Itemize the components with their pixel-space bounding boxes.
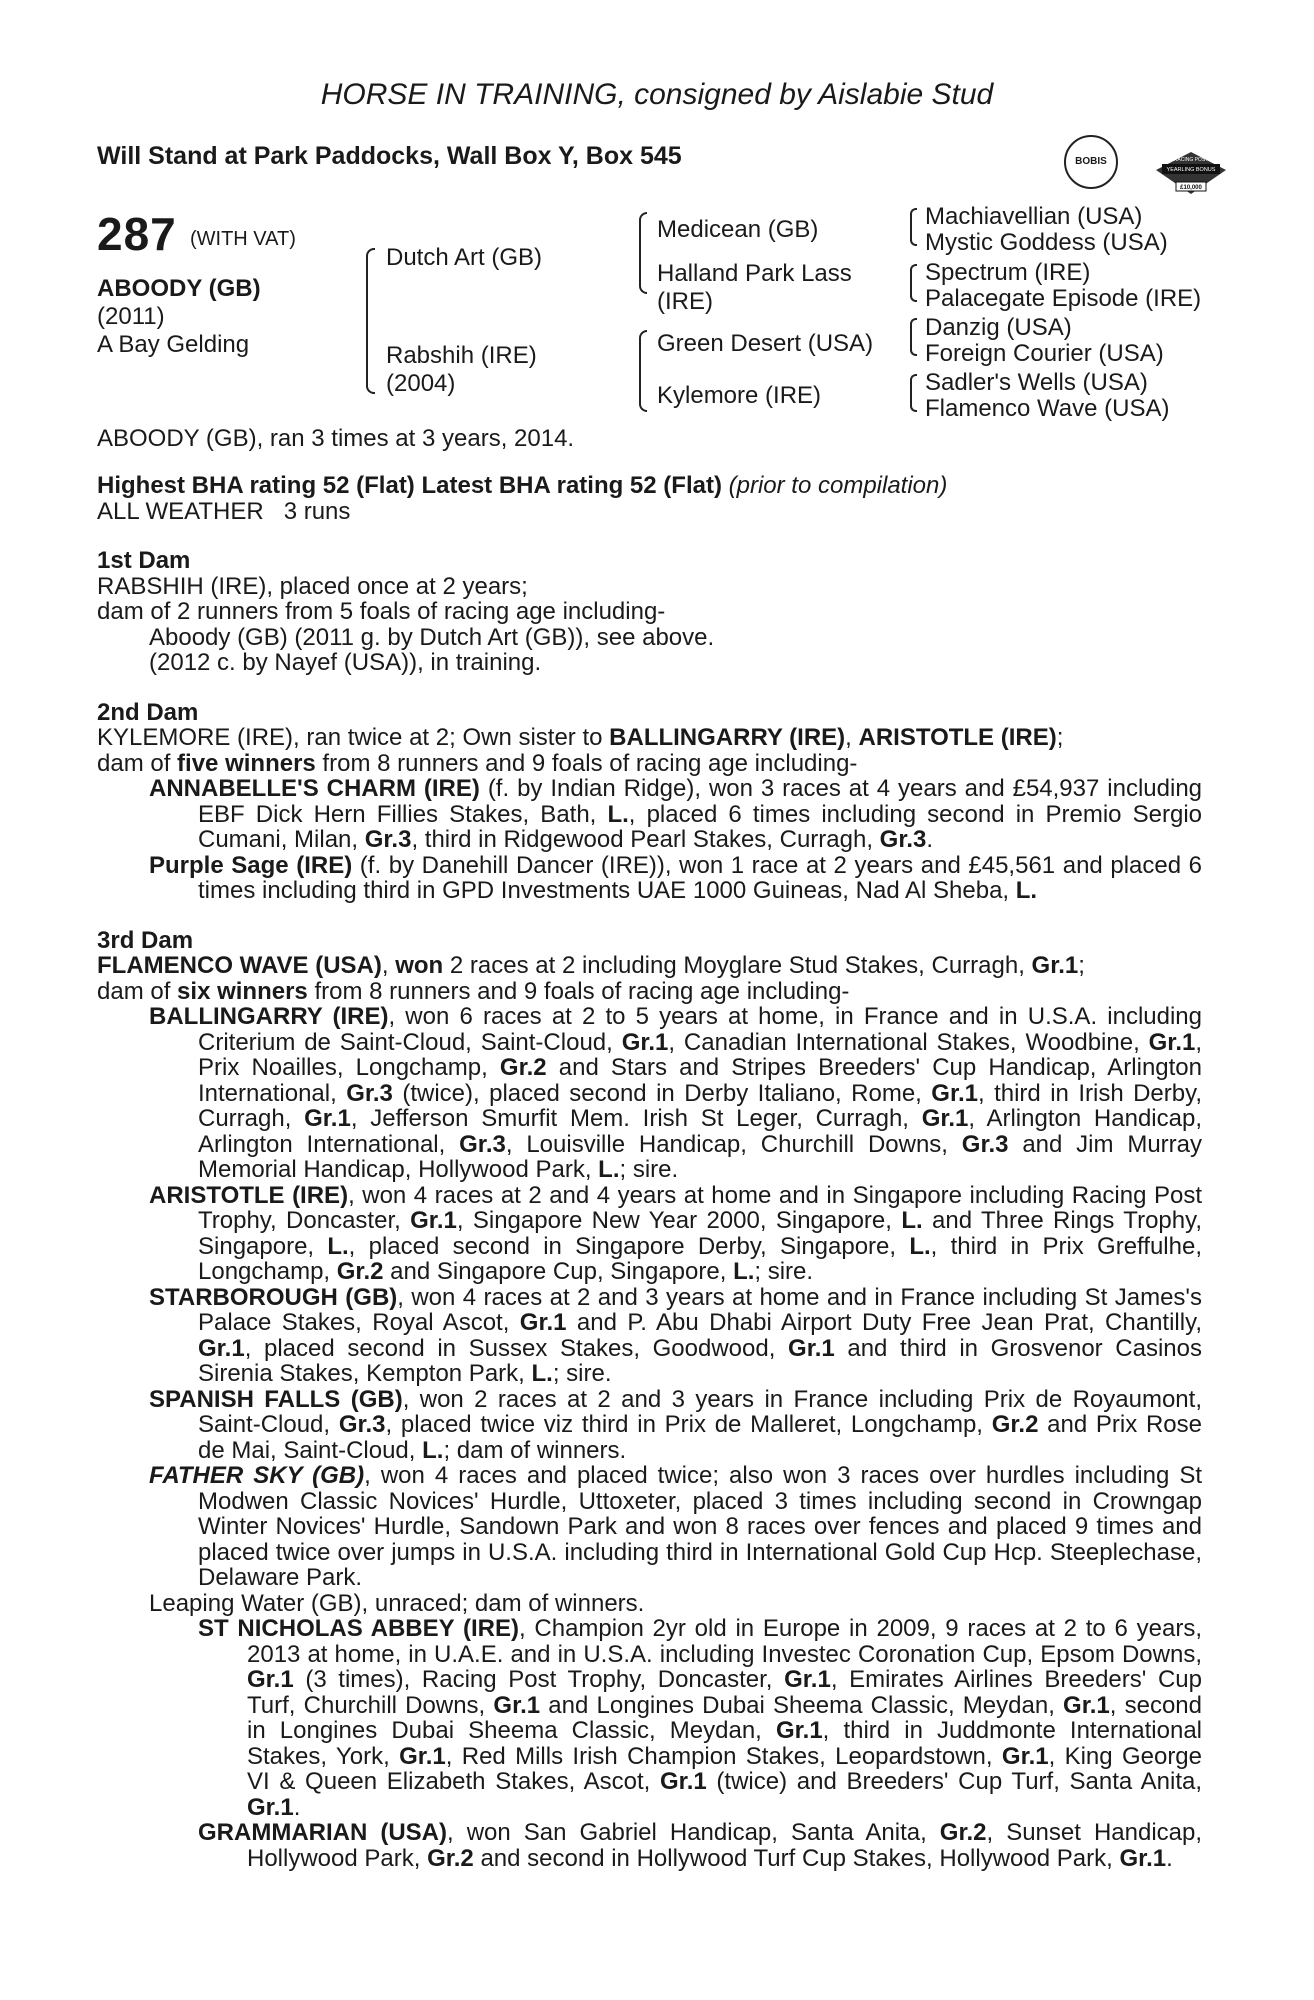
text: (twice), placed second in Derby Italiano, Rome, bbox=[392, 1079, 932, 1107]
grade: Gr.3 bbox=[338, 1411, 386, 1438]
yearling-bonus-badge-icon bbox=[1154, 150, 1228, 196]
winners-count: six winners bbox=[177, 977, 308, 1005]
runner-name: BALLINGARRY (IRE) bbox=[149, 1003, 389, 1030]
runner-father-sky bbox=[97, 1463, 1202, 1591]
dam2-heading: 2nd Dam bbox=[97, 698, 199, 726]
runner-starborough bbox=[97, 1285, 1202, 1387]
dam2-runner-1 bbox=[97, 776, 1202, 853]
dam1-line1: RABSHIH (IRE), placed once at 2 years; bbox=[97, 572, 528, 600]
text: and Singapore Cup, Singapore, bbox=[383, 1258, 734, 1285]
dam2-runner-2 bbox=[97, 853, 1202, 904]
rating-line bbox=[97, 473, 1202, 499]
text: from 8 runners and 9 foals of racing age including- bbox=[315, 749, 858, 777]
runner-spanish-falls bbox=[97, 1387, 1202, 1464]
yearling-bonus-logo bbox=[1154, 150, 1228, 196]
grade: Gr.2 bbox=[991, 1411, 1039, 1438]
grade: Gr.1 bbox=[1119, 1844, 1167, 1872]
pedigree-dam-year: (2004) bbox=[386, 370, 456, 397]
text: . bbox=[1166, 1844, 1173, 1872]
dam1-line3: Aboody (GB) (2011 g. by Dutch Art (GB)), see above. bbox=[149, 623, 715, 651]
text: , won San Gabriel Handicap, Santa Anita, bbox=[447, 1819, 940, 1846]
leaping-water-line: Leaping Water (GB), unraced; dam of winners. bbox=[149, 1589, 645, 1617]
runner-name: Purple Sage (IRE) bbox=[149, 851, 353, 879]
grade: Gr.2 bbox=[939, 1819, 987, 1846]
text: and Prix Rose de Mai, Saint-Cloud, bbox=[198, 1411, 1203, 1464]
grade: L. bbox=[901, 1207, 923, 1234]
text: , Canadian International Stakes, Woodbine, bbox=[668, 1028, 1149, 1056]
text: , bbox=[381, 952, 396, 979]
horse-name: BALLINGARRY (IRE) bbox=[609, 724, 846, 751]
grade: Gr.1 bbox=[198, 1334, 245, 1362]
pedigree-bracket-3c bbox=[910, 318, 917, 356]
text: ; sire. bbox=[552, 1360, 612, 1387]
text: and P. Abu Dhabi Airport Duty Free Jean Prat, Chantilly, bbox=[566, 1309, 1202, 1336]
grade: L. bbox=[327, 1232, 349, 1260]
runner-name: ANNABELLE'S CHARM (IRE) bbox=[149, 775, 480, 802]
badge-bot-text: £10,000 bbox=[1180, 185, 1202, 191]
grade: Gr.3 bbox=[364, 826, 412, 853]
grade: Gr.1 bbox=[784, 1666, 831, 1693]
text: (3 times), Racing Post Trophy, Doncaster, bbox=[293, 1666, 785, 1693]
runner-ballingarry bbox=[97, 1004, 1202, 1183]
runner-name: STARBOROUGH (GB) bbox=[149, 1283, 398, 1311]
bobis-logo-text: BOBIS bbox=[1075, 156, 1107, 167]
lot-number: 287 bbox=[97, 208, 177, 260]
runner-name: GRAMMARIAN (USA) bbox=[198, 1819, 447, 1846]
stand-location: Will Stand at Park Paddocks, Wall Box Y, Box 545 bbox=[97, 142, 682, 170]
grade: L. bbox=[531, 1360, 553, 1387]
catalogue-body bbox=[97, 473, 1202, 1871]
pedigree-sd: Halland Park Lass bbox=[657, 260, 852, 287]
runner-name: SPANISH FALLS (GB) bbox=[149, 1385, 403, 1413]
text: 2 races at 2 including Moyglare Stud Stakes, Curragh, bbox=[443, 952, 1032, 979]
dam3-para2 bbox=[97, 979, 1202, 1005]
dam-name: FLAMENCO WAVE (USA) bbox=[97, 952, 382, 979]
grade: Gr.3 bbox=[459, 1130, 506, 1158]
runner-name: ST NICHOLAS ABBEY (IRE) bbox=[198, 1615, 519, 1642]
text: , placed second in Singapore Derby, Singapore, bbox=[348, 1232, 910, 1260]
pedigree-sdd: Palacegate Episode (IRE) bbox=[925, 285, 1202, 312]
text: , Singapore New Year 2000, Singapore, bbox=[456, 1207, 902, 1234]
text: , second in Longines Dubai Sheema Classic, Meydan, bbox=[247, 1691, 1202, 1744]
text: , placed second in Sussex Stakes, Goodwood, bbox=[244, 1334, 789, 1362]
text: and third in Grosvenor Casinos Sirenia Stakes, Kempton Park, bbox=[198, 1334, 1203, 1387]
text: , won 4 races at 2 and 4 years at home and in Singapore including Racing Post Trophy, Doncaster, bbox=[198, 1181, 1202, 1234]
grade: L. bbox=[607, 800, 629, 828]
text: and second in Hollywood Turf Cup Stakes, Hollywood Park, bbox=[473, 1844, 1120, 1872]
pedigree-ss: Medicean (GB) bbox=[657, 216, 819, 243]
pedigree-bracket-2a bbox=[639, 212, 647, 294]
text: ; dam of winners. bbox=[443, 1436, 627, 1464]
dam3-heading: 3rd Dam bbox=[97, 926, 194, 954]
badge-top-text: RACING POST bbox=[1173, 157, 1209, 163]
pedigree-dds: Sadler's Wells (USA) bbox=[925, 369, 1148, 396]
grade: L. bbox=[422, 1436, 444, 1464]
text: , Sunset Handicap, Hollywood Park, bbox=[247, 1819, 1203, 1872]
pedigree-sire: Dutch Art (GB) bbox=[386, 244, 543, 271]
text: , won 6 races at 2 to 5 years at home, in France and in U.S.A. including Criterium de Saint-Cloud, Saint-Cloud, bbox=[198, 1003, 1202, 1056]
text: , Champion 2yr old in Europe in 2009, 9 races at 2 to 6 years, 2013 at home, in U.A.E. and in U.S.A. including Investec Coronation Cup, Epsom Downs, bbox=[247, 1615, 1202, 1668]
grade: Gr.1 bbox=[1031, 952, 1079, 979]
text: (twice) and Breeders' Cup Turf, Santa Anita, bbox=[706, 1768, 1203, 1795]
text: , Louisville Handicap, Churchill Downs, bbox=[505, 1130, 962, 1158]
pedigree-sd-country: (IRE) bbox=[657, 288, 713, 315]
grade: Gr.1 bbox=[621, 1028, 669, 1056]
text: (f. by Indian Ridge), won 3 races at 4 years and £54,937 including EBF Dick Hern Fillies Stakes, Bath, bbox=[198, 775, 1203, 828]
text: , placed twice viz third in Prix de Malleret, Longchamp, bbox=[385, 1411, 992, 1438]
text: (f. by Danehill Dancer (IRE)), won 1 race at 2 years and £45,561 and placed 6 times including third in GPD Investments UAE 1000 Guineas, Nad Al Sheba, bbox=[198, 851, 1203, 904]
text: , third in Ridgewood Pearl Stakes, Curragh, bbox=[411, 826, 880, 853]
text: ; bbox=[1078, 952, 1085, 979]
grade: Gr.1 bbox=[931, 1079, 978, 1107]
text: , King George VI & Queen Elizabeth Stakes, Ascot, bbox=[247, 1742, 1203, 1795]
dam1-line2: dam of 2 runners from 5 foals of racing age including- bbox=[97, 598, 666, 625]
dam3-para1 bbox=[97, 953, 1202, 979]
pedigree-bracket-1 bbox=[366, 248, 375, 394]
text: and Jim Murray Memorial Handicap, Hollywood Park, bbox=[198, 1130, 1203, 1183]
lot-vat: (WITH VAT) bbox=[190, 228, 296, 250]
pedigree-bracket-2b bbox=[639, 330, 647, 412]
horse-year: (2011) bbox=[97, 303, 165, 330]
text: , Emirates Airlines Breeders' Cup Turf, Churchill Downs, bbox=[247, 1666, 1203, 1719]
pedigree-dsd: Foreign Courier (USA) bbox=[925, 340, 1164, 367]
grade: Gr.1 bbox=[1063, 1691, 1110, 1719]
text: . bbox=[293, 1793, 301, 1821]
grade: L. bbox=[1015, 877, 1038, 904]
text: , third in Prix Greffulhe, Longchamp, bbox=[198, 1232, 1202, 1285]
text: , placed 6 times including second in Premio Sergio Cumani, Milan, bbox=[198, 800, 1202, 853]
pedigree-ds: Green Desert (USA) bbox=[657, 330, 874, 357]
dam1-line4: (2012 c. by Nayef (USA)), in training. bbox=[149, 649, 542, 676]
pedigree-bracket-3b bbox=[910, 264, 917, 302]
grade: Gr.1 bbox=[660, 1768, 707, 1795]
text: won bbox=[395, 952, 444, 979]
pedigree-ddd: Flamenco Wave (USA) bbox=[925, 395, 1170, 422]
page-header: HORSE IN TRAINING, consigned by Aislabie Stud bbox=[320, 78, 994, 111]
text: , bbox=[845, 724, 859, 751]
grade: Gr.1 bbox=[493, 1691, 541, 1719]
grade: Gr.1 bbox=[410, 1207, 457, 1234]
winners-count: five winners bbox=[177, 749, 316, 777]
grade: Gr.2 bbox=[336, 1258, 384, 1285]
dam2-para1 bbox=[97, 725, 1202, 751]
text: KYLEMORE (IRE), ran twice at 2; Own sister to bbox=[97, 724, 610, 751]
horse-name: ARISTOTLE (IRE) bbox=[858, 724, 1057, 751]
grade: Gr.3 bbox=[346, 1079, 393, 1107]
text: , won 4 races and placed twice; also won 3 races over hurdles including St Modwen Classic Novices' Hurdle, Uttoxeter, placed 3 times including second in Crowngap Winter Novices' Hurdle, Sandown Park and won 8 races over fences and placed 9 times and placed twice over jumps in U.S.A. including third in International Gold Cup Hcp. Steeplechase, Delaware Park. bbox=[198, 1462, 1202, 1591]
rating-note: (prior to compilation) bbox=[728, 472, 948, 499]
runner-aristotle bbox=[97, 1183, 1202, 1285]
dam1-heading: 1st Dam bbox=[97, 547, 191, 574]
text: ; sire. bbox=[619, 1156, 679, 1183]
text: dam of bbox=[97, 977, 178, 1005]
pedigree-sss: Machiavellian (USA) bbox=[925, 203, 1143, 230]
runner-st-nicholas-abbey bbox=[97, 1616, 1202, 1820]
text: ; sire. bbox=[754, 1258, 814, 1285]
grade: L. bbox=[733, 1258, 755, 1285]
text: , third in Juddmonte International Stakes, York, bbox=[247, 1717, 1203, 1770]
pedigree-bracket-3a bbox=[910, 208, 917, 246]
grade: Gr.2 bbox=[427, 1844, 474, 1872]
text: , Prix Noailles, Longchamp, bbox=[198, 1028, 1203, 1081]
text: and Longines Dubai Sheema Classic, Meydan, bbox=[540, 1691, 1064, 1719]
dam2-para2 bbox=[97, 751, 1202, 777]
grade: Gr.1 bbox=[399, 1742, 446, 1770]
grade: Gr.3 bbox=[961, 1130, 1009, 1158]
all-weather-line: ALL WEATHER 3 runs bbox=[97, 497, 351, 525]
runner-name: ARISTOTLE (IRE) bbox=[149, 1181, 349, 1209]
runner-name: FATHER SKY (GB) bbox=[149, 1462, 365, 1489]
grade: Gr.2 bbox=[499, 1054, 547, 1081]
text: and Stars and Stripes Breeders' Cup Handicap, Arlington International, bbox=[198, 1054, 1203, 1107]
grade: Gr.1 bbox=[519, 1309, 567, 1336]
pedigree-bracket-3d bbox=[910, 374, 917, 412]
grade: Gr.1 bbox=[247, 1666, 294, 1693]
badge-mid-text: YEARLING BONUS bbox=[1166, 167, 1216, 173]
grade: Gr.1 bbox=[775, 1717, 823, 1744]
grade: Gr.1 bbox=[921, 1105, 969, 1132]
pedigree-sds: Spectrum (IRE) bbox=[925, 259, 1091, 286]
grade: Gr.1 bbox=[1001, 1742, 1049, 1770]
text: , won 2 races at 2 and 3 years in France including Prix de Royaumont, Saint-Cloud, bbox=[198, 1385, 1202, 1438]
grade: L. bbox=[598, 1156, 620, 1183]
text: dam of bbox=[97, 749, 178, 777]
grade: Gr.1 bbox=[304, 1105, 351, 1132]
text: from 8 runners and 9 foals of racing age including- bbox=[307, 977, 850, 1005]
text: , third in Irish Derby, Curragh, bbox=[198, 1079, 1203, 1132]
grade: L. bbox=[909, 1232, 931, 1260]
text: , Jefferson Smurfit Mem. Irish St Leger, Curragh, bbox=[350, 1105, 922, 1132]
text: , won 4 races at 2 and 3 years at home and in France including St James's Palace Stakes, Royal Ascot, bbox=[198, 1283, 1202, 1336]
grade: Gr.3 bbox=[879, 826, 927, 853]
grade: Gr.1 bbox=[788, 1334, 835, 1362]
bobis-logo bbox=[1064, 135, 1118, 189]
pedigree-ssd: Mystic Goddess (USA) bbox=[925, 229, 1168, 256]
pedigree-dam: Rabshih (IRE) bbox=[386, 342, 537, 369]
runner-grammarian bbox=[97, 1820, 1202, 1871]
text: ; bbox=[1056, 724, 1064, 751]
grade: Gr.1 bbox=[247, 1793, 294, 1821]
text: . bbox=[926, 826, 934, 853]
pedigree-dd: Kylemore (IRE) bbox=[657, 382, 822, 409]
text: , Red Mills Irish Champion Stakes, Leopardstown, bbox=[445, 1742, 1002, 1770]
horse-description: A Bay Gelding bbox=[97, 331, 250, 358]
text: , Arlington Handicap, Arlington International, bbox=[198, 1105, 1202, 1158]
text: and Three Rings Trophy, Singapore, bbox=[198, 1207, 1202, 1260]
grade: Gr.1 bbox=[1148, 1028, 1196, 1056]
race-summary: ABOODY (GB), ran 3 times at 3 years, 2014. bbox=[97, 425, 575, 452]
rating-bold: Highest BHA rating 52 (Flat) Latest BHA rating 52 (Flat) bbox=[97, 472, 722, 499]
pedigree-dss: Danzig (USA) bbox=[925, 314, 1072, 341]
horse-name: ABOODY (GB) bbox=[97, 275, 261, 302]
